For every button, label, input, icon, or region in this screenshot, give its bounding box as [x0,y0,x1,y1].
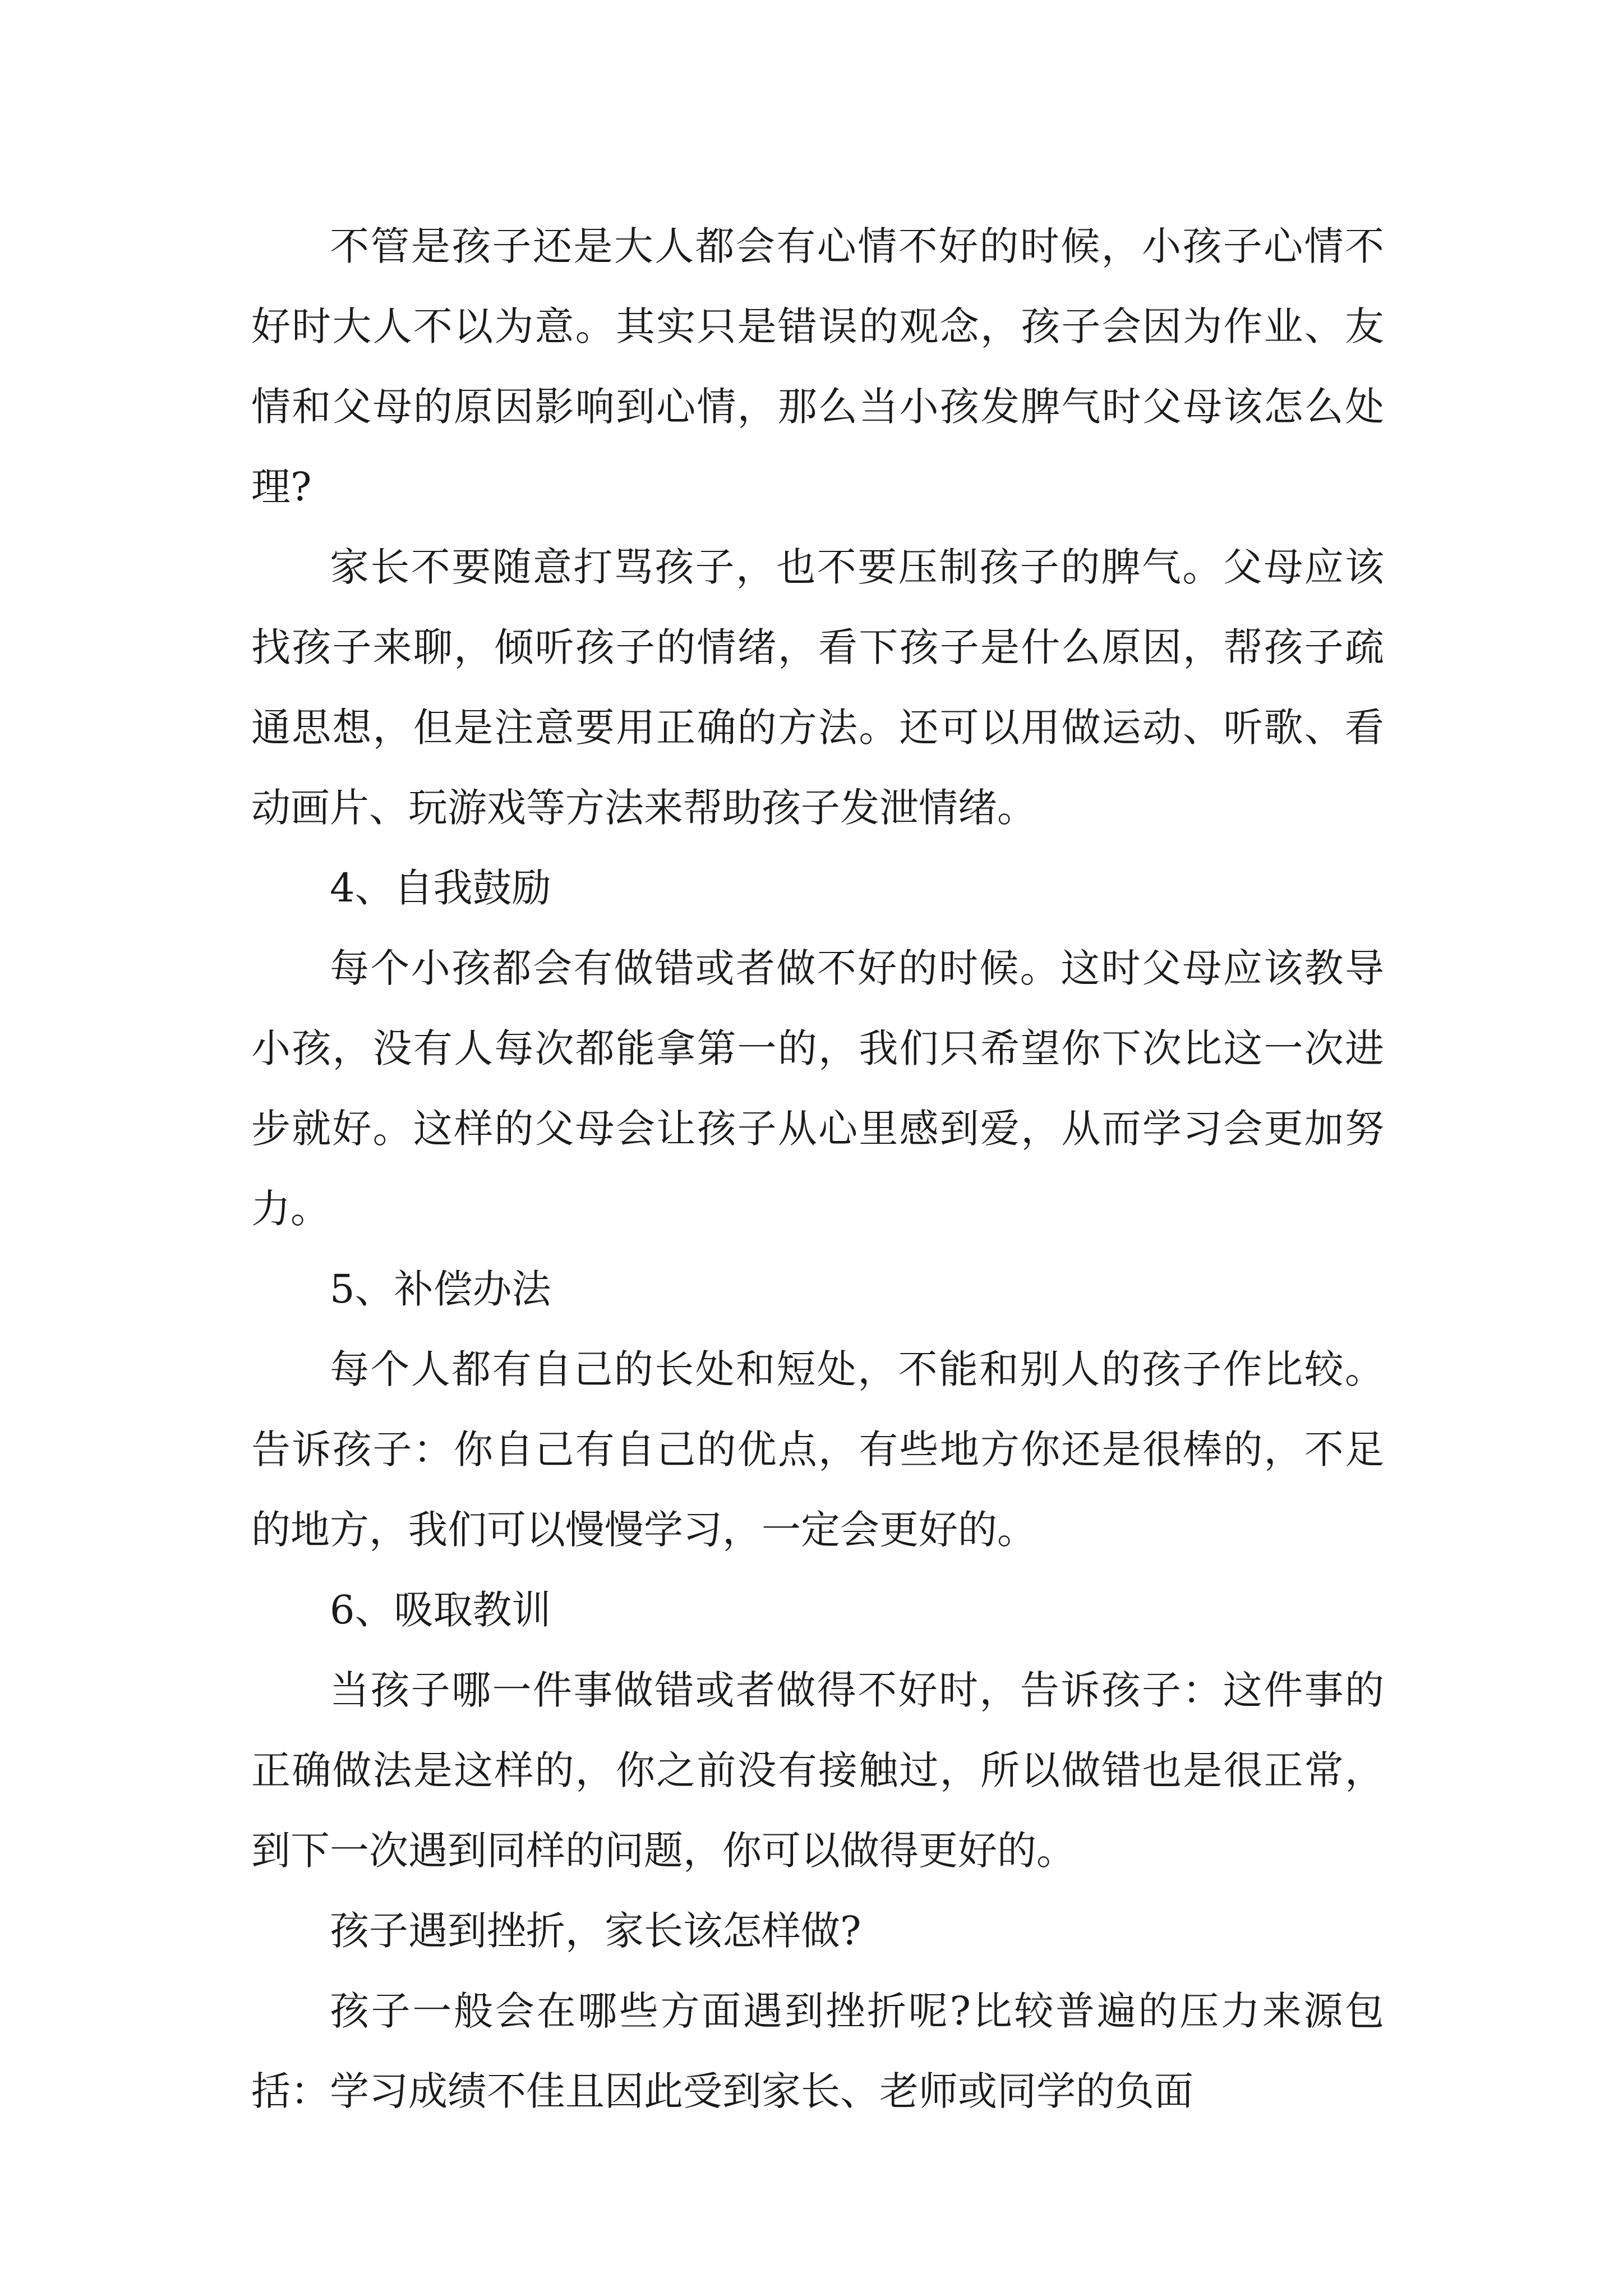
heading-setbacks: 孩子遇到挫折，家长该怎样做? [330,1908,861,1954]
heading-lessons: 6、吸取教训 [330,1587,551,1633]
paragraph-lessons: 当孩子哪一件事做错或者做得不好时，告诉孩子：这件事的正确做法是这样的，你之前没有接触过，所以做错也是很正常，到下一次遇到同样的问题，你可以做得更好的。 [251,1667,1384,1874]
document-body [251,206,1384,2132]
paragraph-compensation: 每个人都有自己的长处和短处，不能和别人的孩子作比较。告诉孩子：你自己有自己的优点，有些地方你还是很棒的，不足的地方，我们可以慢慢学习，一定会更好的。 [251,1346,1384,1553]
heading-self-encouragement: 4、自我鼓励 [330,865,551,911]
paragraph-intro: 不管是孩子还是大人都会有心情不好的时候，小孩子心情不好时大人不以为意。其实只是错误的观念，孩子会因为作业、友情和父母的原因影响到心情，那么当小孩发脾气时父母该怎么处理? [251,223,1384,510]
paragraph-setbacks: 孩子一般会在哪些方面遇到挫折呢?比较普遍的压力来源包括：学习成绩不佳且因此受到家长、老师或同学的负面 [251,1988,1384,2114]
paragraph-self-encouragement: 每个小孩都会有做错或者做不好的时候。这时父母应该教导小孩，没有人每次都能拿第一的，我们只希望你下次比这一次进步就好。这样的父母会让孩子从心里感到爱，从而学习会更加努力。 [251,945,1384,1232]
paragraph-parent-advice: 家长不要随意打骂孩子，也不要压制孩子的脾气。父母应该找孩子来聊，倾听孩子的情绪，看下孩子是什么原因，帮孩子疏通思想，但是注意要用正确的方法。还可以用做运动、听歌、看动画片、玩游戏等方法来帮助孩子发泄情绪。 [251,544,1384,831]
heading-compensation: 5、补偿办法 [330,1266,551,1312]
